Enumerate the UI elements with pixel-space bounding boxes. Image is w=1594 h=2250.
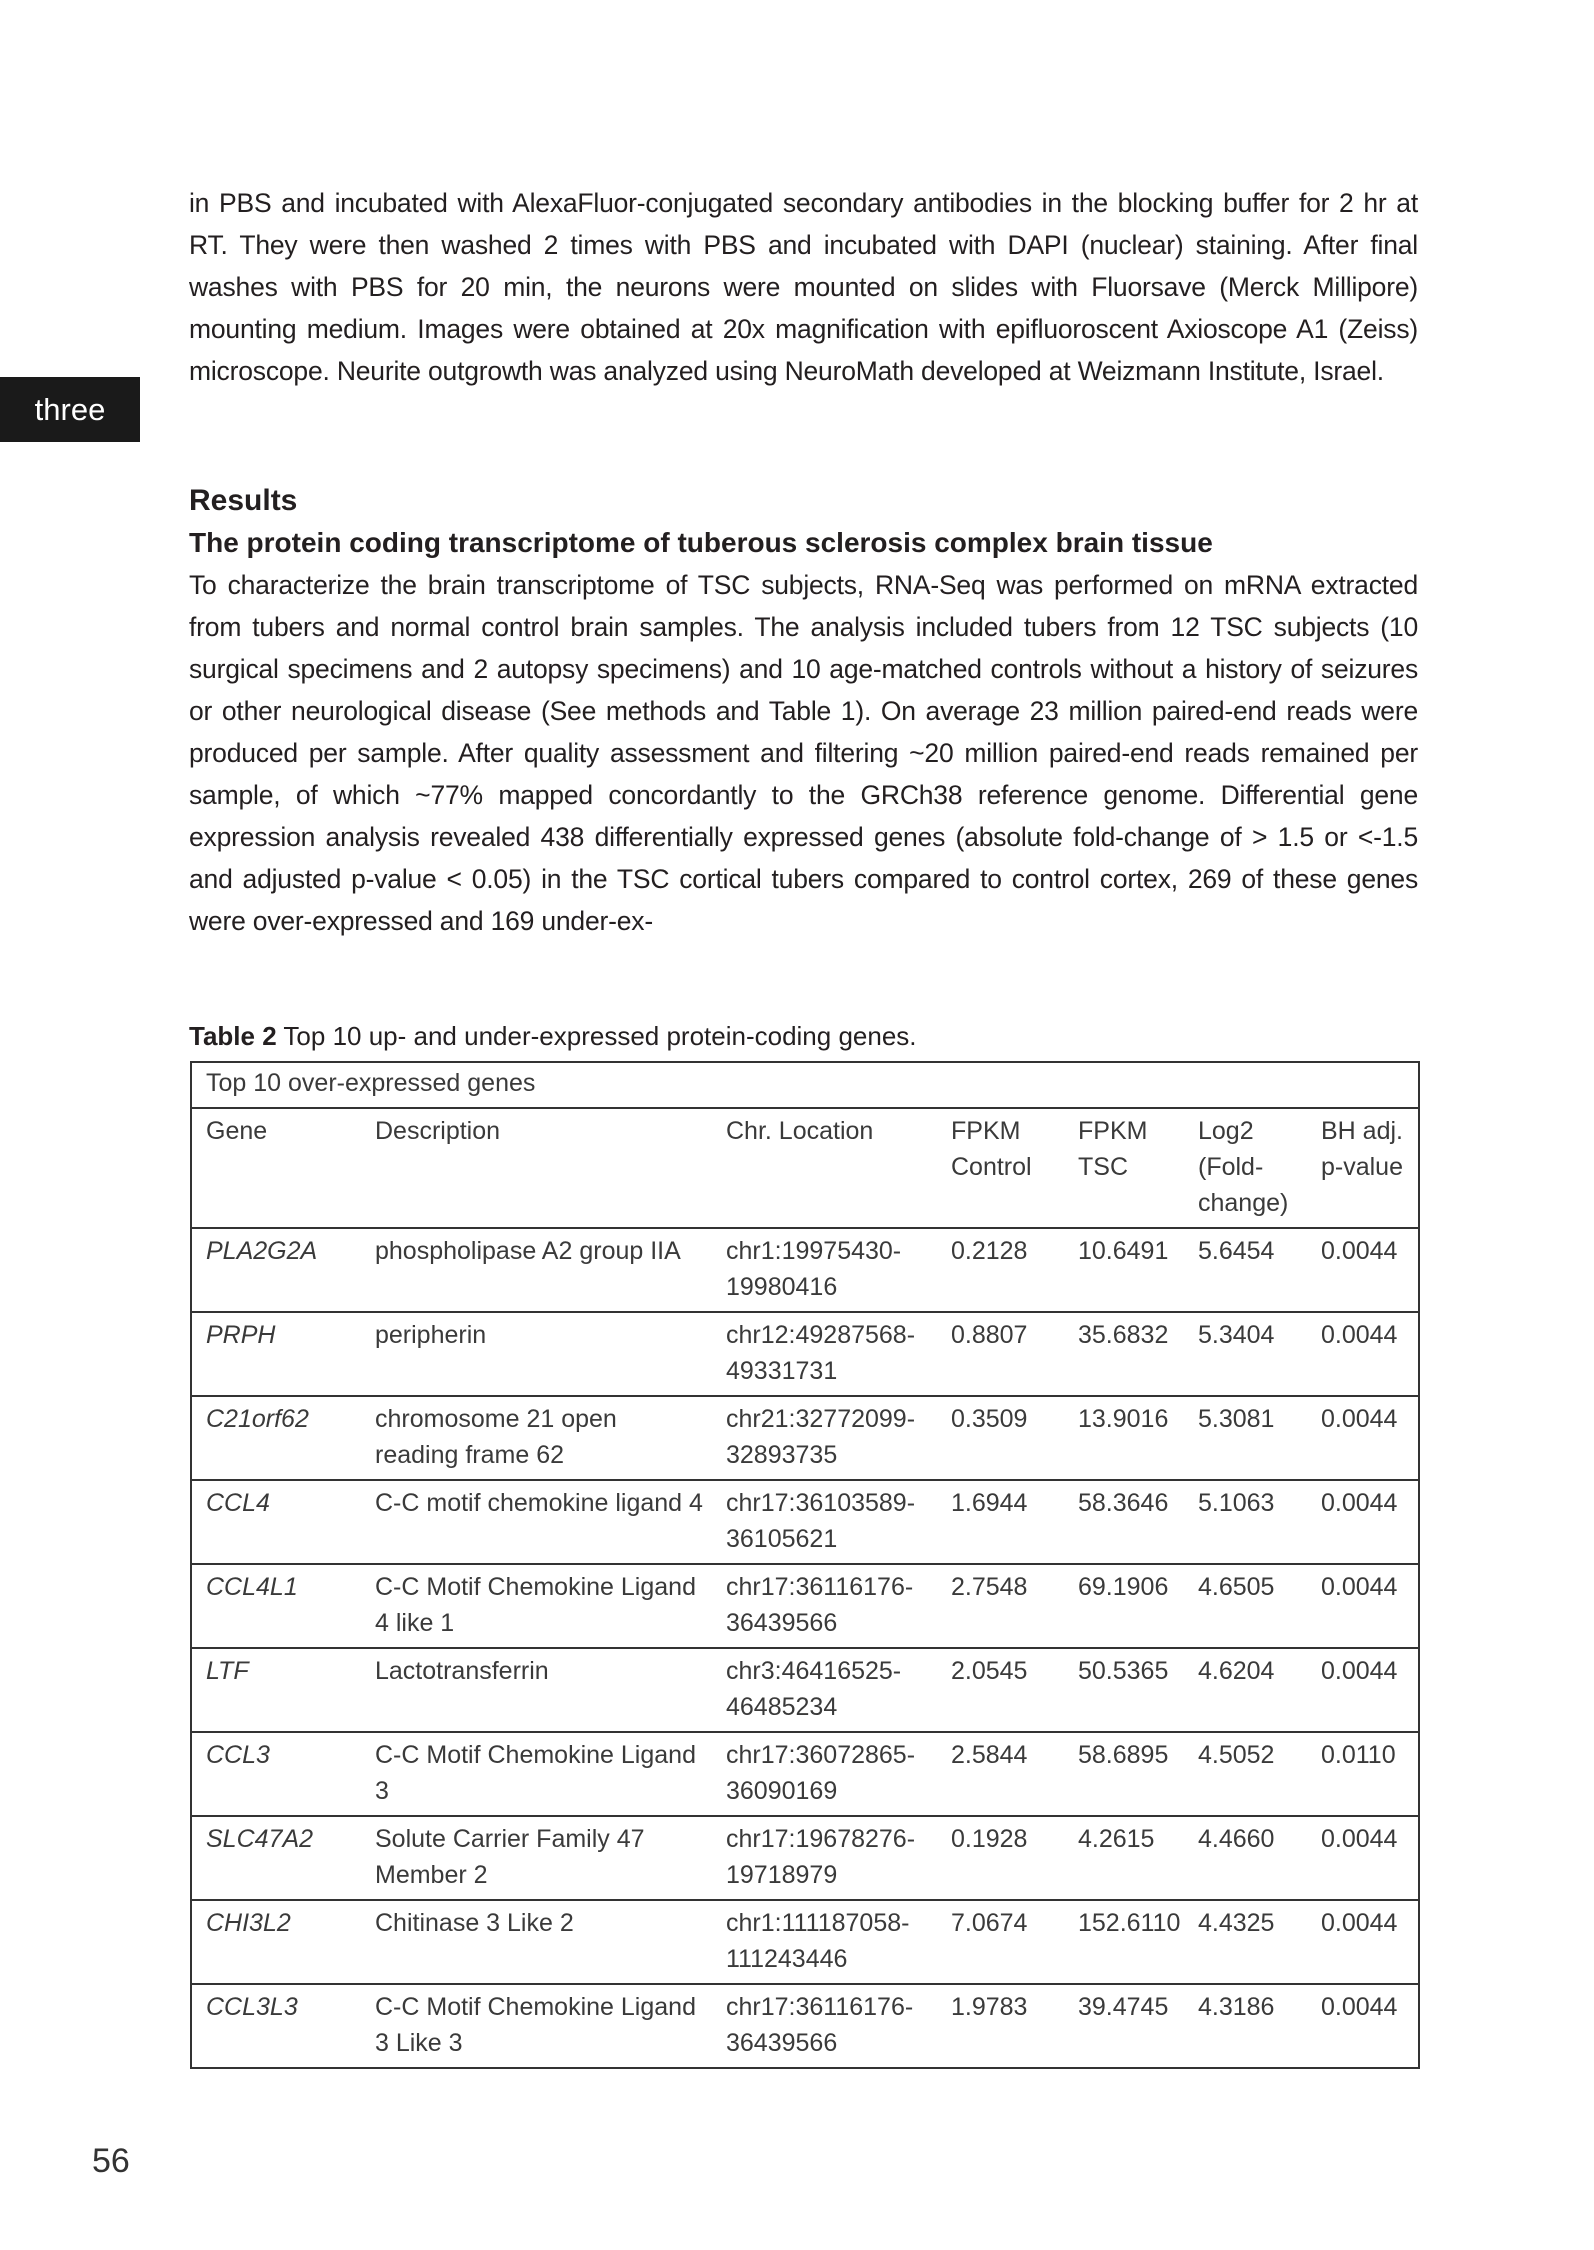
description-cell: Chitinase 3 Like 2 — [361, 1900, 712, 1984]
gene-table — [190, 1061, 1420, 2069]
bh-adj-pvalue-cell: 0.0044 — [1307, 1312, 1419, 1396]
column-header: FPKM TSC — [1064, 1108, 1184, 1228]
bh-adj-pvalue-cell: 0.0044 — [1307, 1396, 1419, 1480]
bh-adj-pvalue-cell: 0.0044 — [1307, 1564, 1419, 1648]
table-section-row — [191, 1062, 1419, 1108]
bh-adj-pvalue-cell: 0.0044 — [1307, 1480, 1419, 1564]
log2-fold-change-cell: 5.6454 — [1184, 1228, 1307, 1312]
chr-location-cell: chr17:36116176-36439566 — [712, 1564, 937, 1648]
log2-fold-change-cell: 5.3081 — [1184, 1396, 1307, 1480]
chr-location-cell: chr17:36103589-36105621 — [712, 1480, 937, 1564]
chr-location-cell: chr17:36116176-36439566 — [712, 1984, 937, 2068]
table-caption-label: Table 2 — [189, 1021, 277, 1051]
description-cell: C-C Motif Chemokine Ligand 4 like 1 — [361, 1564, 712, 1648]
fpkm-control-cell: 0.8807 — [937, 1312, 1064, 1396]
chr-location-cell: chr1:111187058-111243446 — [712, 1900, 937, 1984]
description-cell: peripherin — [361, 1312, 712, 1396]
gene-cell: CCL4L1 — [191, 1564, 361, 1648]
fpkm-control-cell: 2.0545 — [937, 1648, 1064, 1732]
description-cell: Solute Carrier Family 47 Member 2 — [361, 1816, 712, 1900]
table-row — [191, 1480, 1419, 1564]
column-header: Log2 (Fold-change) — [1184, 1108, 1307, 1228]
gene-cell: PRPH — [191, 1312, 361, 1396]
log2-fold-change-cell: 4.5052 — [1184, 1732, 1307, 1816]
fpkm-control-cell: 2.5844 — [937, 1732, 1064, 1816]
table-row — [191, 1732, 1419, 1816]
log2-fold-change-cell: 4.6505 — [1184, 1564, 1307, 1648]
methods-paragraph: in PBS and incubated with AlexaFluor-conjugated secondary antibodies in the blocking buffer for 2 hr at RT. They were then washed 2 times with PBS and incubated with DAPI (nuclear) staining. After final washes with PBS for 20 min, the neurons were mounted on slides with Fluorsave (Merck Millipore) mounting medium. Images were obtained at 20x magnification with epifluoroscent Axioscope A1 (Zeiss) microscope. Neurite outgrowth was analyzed using NeuroMath developed at Weizmann Institute, Israel. — [189, 188, 1418, 386]
table-row — [191, 1648, 1419, 1732]
fpkm-control-cell: 0.2128 — [937, 1228, 1064, 1312]
table-row — [191, 1900, 1419, 1984]
log2-fold-change-cell: 4.6204 — [1184, 1648, 1307, 1732]
chr-location-cell: chr12:49287568-49331731 — [712, 1312, 937, 1396]
fpkm-tsc-cell: 10.6491 — [1064, 1228, 1184, 1312]
results-paragraph: To characterize the brain transcriptome of TSC subjects, RNA-Seq was performed on mRNA extracted from tubers and normal control brain samples. The analysis included tubers from 12 TSC subjects (10 surgical specimens and 2 autopsy specimens) and 10 age-matched controls without a history of seizures or other neurological disease (See methods and Table 1). On average 23 million paired-end reads were produced per sample. After quality assessment and filtering ~20 million paired-end reads remained per sample, of which ~77% mapped concordantly to the GRCh38 reference genome. Differential gene expression analysis revealed 438 differentially expressed genes (absolute fold-change of > 1.5 or <-1.5 and adjusted p-value < 0.05) in the TSC cortical tubers compared to control cortex, 269 of these genes were over-expressed and 169 under-ex- — [189, 570, 1418, 936]
description-cell: C-C Motif Chemokine Ligand 3 Like 3 — [361, 1984, 712, 2068]
description-cell: C-C Motif Chemokine Ligand 3 — [361, 1732, 712, 1816]
column-header: Chr. Location — [712, 1108, 937, 1228]
fpkm-tsc-cell: 13.9016 — [1064, 1396, 1184, 1480]
subheading: The protein coding transcriptome of tuberous sclerosis complex brain tissue — [189, 527, 1213, 558]
bh-adj-pvalue-cell: 0.0044 — [1307, 1648, 1419, 1732]
log2-fold-change-cell: 5.1063 — [1184, 1480, 1307, 1564]
gene-cell: CCL3 — [191, 1732, 361, 1816]
gene-cell: LTF — [191, 1648, 361, 1732]
table-row — [191, 1396, 1419, 1480]
column-header: BH adj. p-value — [1307, 1108, 1419, 1228]
fpkm-control-cell: 0.1928 — [937, 1816, 1064, 1900]
gene-cell: CHI3L2 — [191, 1900, 361, 1984]
chapter-tab: three — [0, 377, 140, 442]
table-row — [191, 1228, 1419, 1312]
fpkm-tsc-cell: 58.6895 — [1064, 1732, 1184, 1816]
column-header: Gene — [191, 1108, 361, 1228]
description-cell: chromosome 21 open reading frame 62 — [361, 1396, 712, 1480]
bh-adj-pvalue-cell: 0.0110 — [1307, 1732, 1419, 1816]
table-row — [191, 1816, 1419, 1900]
fpkm-tsc-cell: 35.6832 — [1064, 1312, 1184, 1396]
bh-adj-pvalue-cell: 0.0044 — [1307, 1984, 1419, 2068]
fpkm-tsc-cell: 50.5365 — [1064, 1648, 1184, 1732]
bh-adj-pvalue-cell: 0.0044 — [1307, 1228, 1419, 1312]
fpkm-tsc-cell: 39.4745 — [1064, 1984, 1184, 2068]
fpkm-control-cell: 1.6944 — [937, 1480, 1064, 1564]
fpkm-tsc-cell: 69.1906 — [1064, 1564, 1184, 1648]
fpkm-tsc-cell: 152.6110 — [1064, 1900, 1184, 1984]
chr-location-cell: chr1:19975430-19980416 — [712, 1228, 937, 1312]
fpkm-control-cell: 7.0674 — [937, 1900, 1064, 1984]
table-row — [191, 1564, 1419, 1648]
table-caption-text: Top 10 up- and under-expressed protein-coding genes. — [276, 1021, 917, 1051]
table-section-title: Top 10 over-expressed genes — [191, 1062, 1419, 1108]
gene-cell: C21orf62 — [191, 1396, 361, 1480]
fpkm-control-cell: 2.7548 — [937, 1564, 1064, 1648]
table-caption — [189, 1016, 1418, 1056]
results-section — [189, 480, 1418, 942]
description-cell: Lactotransferrin — [361, 1648, 712, 1732]
table-row — [191, 1984, 1419, 2068]
log2-fold-change-cell: 4.4325 — [1184, 1900, 1307, 1984]
fpkm-control-cell: 1.9783 — [937, 1984, 1064, 2068]
log2-fold-change-cell: 5.3404 — [1184, 1312, 1307, 1396]
table-row — [191, 1312, 1419, 1396]
chr-location-cell: chr3:46416525-46485234 — [712, 1648, 937, 1732]
fpkm-control-cell: 0.3509 — [937, 1396, 1064, 1480]
column-header: Description — [361, 1108, 712, 1228]
results-heading: Results — [189, 484, 298, 517]
chr-location-cell: chr17:36072865-36090169 — [712, 1732, 937, 1816]
gene-cell: PLA2G2A — [191, 1228, 361, 1312]
gene-cell: CCL4 — [191, 1480, 361, 1564]
description-cell: C-C motif chemokine ligand 4 — [361, 1480, 712, 1564]
description-cell: phospholipase A2 group IIA — [361, 1228, 712, 1312]
log2-fold-change-cell: 4.3186 — [1184, 1984, 1307, 2068]
bh-adj-pvalue-cell: 0.0044 — [1307, 1900, 1419, 1984]
log2-fold-change-cell: 4.4660 — [1184, 1816, 1307, 1900]
chr-location-cell: chr21:32772099-32893735 — [712, 1396, 937, 1480]
table-header-row — [191, 1108, 1419, 1228]
gene-cell: CCL3L3 — [191, 1984, 361, 2068]
fpkm-tsc-cell: 58.3646 — [1064, 1480, 1184, 1564]
bh-adj-pvalue-cell: 0.0044 — [1307, 1816, 1419, 1900]
gene-cell: SLC47A2 — [191, 1816, 361, 1900]
chr-location-cell: chr17:19678276-19718979 — [712, 1816, 937, 1900]
fpkm-tsc-cell: 4.2615 — [1064, 1816, 1184, 1900]
page-number: 56 — [92, 2142, 130, 2180]
column-header: FPKM Control — [937, 1108, 1064, 1228]
